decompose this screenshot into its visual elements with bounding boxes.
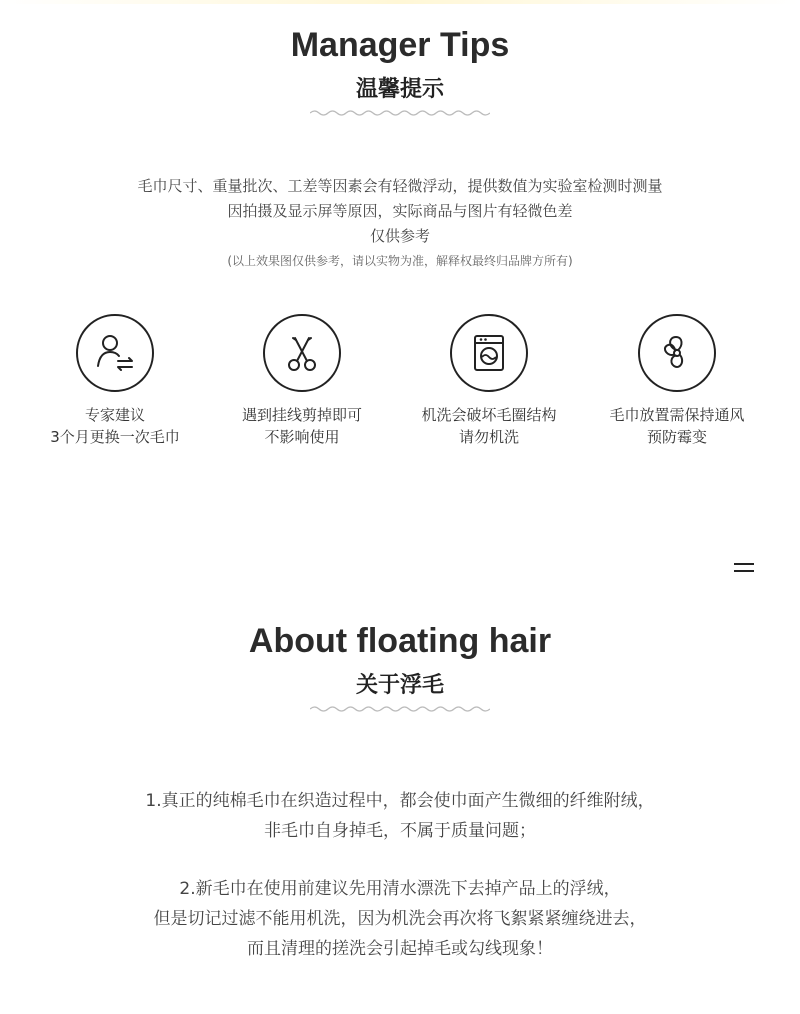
hair-line: 1.真正的纯棉毛巾在织造过程中，都会使巾面产生微细的纤维附绒， (145, 791, 655, 811)
hair-line: 而且清理的搓洗会引起掉毛或勾线现象！ (247, 939, 553, 959)
person-swap-icon (92, 330, 138, 376)
top-accent-strip (0, 0, 800, 4)
hair-line: 非毛巾自身掉毛，不属于质量问题； (264, 821, 536, 841)
tip-item-scissors (212, 314, 392, 448)
menu-icon[interactable] (734, 563, 754, 575)
hair-title-en: About floating hair (248, 622, 552, 660)
wave-divider (310, 108, 490, 118)
tip-line2: 预防霉变 (646, 428, 707, 446)
tips-title-en: Manager Tips (290, 26, 510, 64)
tip-item-machine-wash (399, 314, 579, 448)
tip-icon-circle (263, 314, 341, 392)
tip-item-expert (25, 314, 205, 448)
tip-item-ventilation (587, 314, 767, 448)
tips-note: (以上效果图仅供参考，请以实物为准，解释权最终归品牌方所有) (227, 254, 573, 268)
washing-machine-icon (466, 330, 512, 376)
tip-icon-circle (76, 314, 154, 392)
wave-divider (310, 704, 490, 714)
tips-line: 毛巾尺寸、重量批次、工差等因素会有轻微浮动，提供数值为实验室检测时测量 (137, 177, 663, 195)
tips-title-cn: 温馨提示 (355, 77, 444, 102)
tip-line1: 遇到挂线剪掉即可 (241, 406, 362, 424)
fan-icon (654, 330, 700, 376)
tip-icon-circle (450, 314, 528, 392)
tips-line: 因拍摄及显示屏等原因，实际商品与图片有轻微色差 (227, 202, 573, 220)
tip-icon-circle (638, 314, 716, 392)
hair-paragraph-1 (0, 786, 800, 846)
hair-paragraph-2 (0, 874, 800, 964)
tip-line1: 毛巾放置需保持通风 (609, 406, 745, 424)
tips-paragraph (0, 174, 800, 249)
tip-line1: 机洗会破坏毛圈结构 (421, 406, 557, 424)
scissors-icon (279, 330, 325, 376)
tip-line2: 请勿机洗 (458, 428, 519, 446)
tip-line2: 不影响使用 (264, 428, 340, 446)
hair-line: 但是切记过滤不能用机洗，因为机洗会再次将飞絮紧紧缠绕进去， (153, 909, 647, 929)
tip-line1: 专家建议 (84, 406, 145, 424)
tips-line: 仅供参考 (369, 227, 430, 245)
tip-line2: 3个月更换一次毛巾 (50, 428, 180, 446)
hair-line: 2.新毛巾在使用前建议先用清水漂洗下去掉产品上的浮绒， (179, 879, 621, 899)
hair-title-cn: 关于浮毛 (355, 673, 444, 698)
